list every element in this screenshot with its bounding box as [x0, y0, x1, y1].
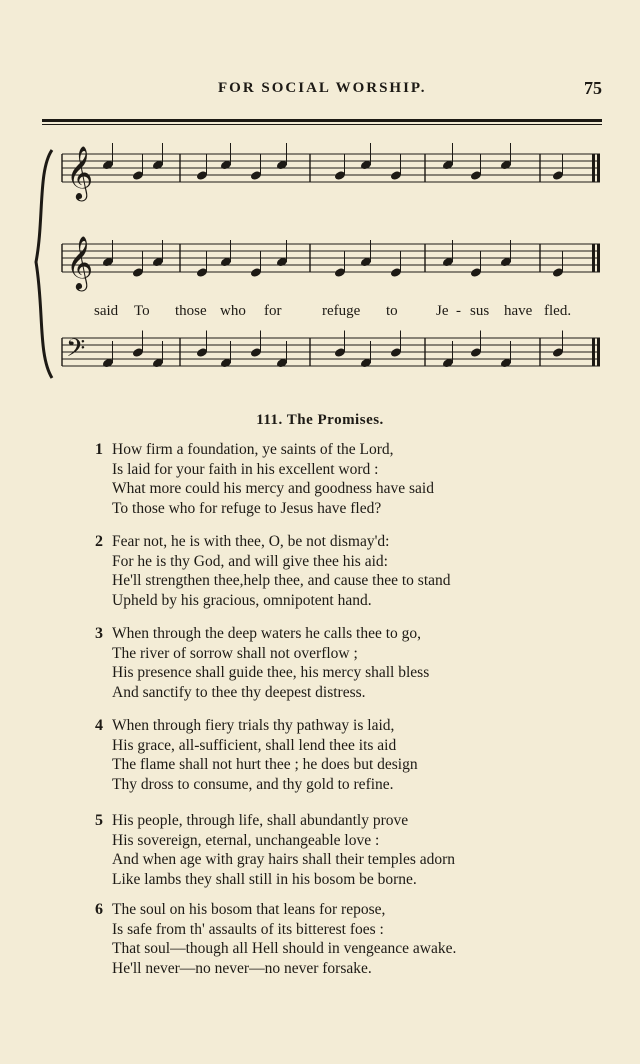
line-text: When through fiery trials thy pathway is laid,	[112, 717, 395, 734]
line-text: He'll never—no never—no never forsake.	[112, 959, 372, 977]
header-rule-thin	[42, 124, 602, 125]
line-text: The soul on his bosom that leans for repose,	[112, 901, 386, 918]
line-text: Thy dross to consume, and thy gold to refine.	[112, 775, 394, 793]
lyric-word: sus	[470, 303, 490, 319]
line-text: Upheld by his gracious, omnipotent hand.	[112, 591, 372, 609]
stanza-line	[95, 440, 615, 460]
stanza-line	[95, 479, 615, 499]
lyric-word: fled.	[544, 303, 572, 319]
stanza-number: 2	[95, 533, 103, 550]
music-score	[30, 140, 610, 392]
stanza-1	[95, 440, 615, 518]
music-score-svg	[30, 140, 610, 392]
lyric-word: said	[94, 303, 119, 319]
stanza-line	[95, 736, 615, 756]
system-brace	[36, 150, 52, 378]
final-bar	[592, 338, 595, 366]
stanza-number: 1	[95, 441, 103, 458]
running-head: FOR SOCIAL WORSHIP.	[218, 80, 427, 96]
stanza-line	[95, 920, 615, 940]
line-text: His people, through life, shall abundantly prove	[112, 812, 409, 829]
treble-clef-icon: 𝄞	[66, 235, 94, 289]
stanza-4	[95, 716, 615, 794]
line-text: Is safe from th' assaults of its bitterest foes :	[112, 920, 384, 938]
line-text: For he is thy God, and will give thee his aid:	[112, 552, 388, 570]
stanza-line	[95, 755, 615, 775]
line-text: The river of sorrow shall not overflow ;	[112, 644, 358, 662]
line-text: His sovereign, eternal, unchangeable love :	[112, 831, 380, 849]
lyric-word: who	[220, 303, 246, 319]
final-bar	[592, 244, 595, 272]
line-text: To those who for refuge to Jesus have fled?	[112, 499, 382, 517]
lyric-word: to	[386, 303, 398, 319]
stanza-line	[95, 870, 615, 890]
stanza-line	[95, 591, 615, 611]
stanza-line	[95, 831, 615, 851]
final-bar	[597, 244, 600, 272]
lyric-word: for	[264, 303, 282, 319]
line-text: Fear not, he is with thee, O, be not dismay'd:	[112, 533, 390, 550]
stanza-number: 5	[95, 812, 103, 829]
lyric-word: Je	[436, 303, 449, 319]
line-text: What more could his mercy and goodness have said	[112, 480, 434, 497]
line-text: The flame shall not hurt thee ; he does but design	[112, 756, 418, 773]
stanza-line	[95, 716, 615, 736]
page-header	[0, 78, 640, 102]
stanza-line	[95, 683, 615, 703]
final-bar	[597, 338, 600, 366]
lyric-line	[94, 303, 594, 323]
stanza-line	[95, 663, 615, 683]
stanza-2	[95, 532, 615, 610]
stanza-line	[95, 624, 615, 644]
stanza-line	[95, 571, 615, 591]
lyric-word: those	[175, 303, 207, 319]
line-text: When through the deep waters he calls thee to go,	[112, 625, 422, 642]
line-text: His presence shall guide thee, his mercy shall bless	[112, 664, 430, 681]
lyric-word: refuge	[322, 303, 361, 319]
stanza-line	[95, 850, 615, 870]
page-number: 75	[584, 78, 602, 98]
stanza-line	[95, 939, 615, 959]
line-text: How firm a foundation, ye saints of the Lord,	[112, 441, 394, 458]
stanza-number: 4	[95, 717, 103, 734]
stanza-line	[95, 900, 615, 920]
stanza-line	[95, 811, 615, 831]
line-text: He'll strengthen thee,help thee, and cause thee to stand	[112, 572, 451, 589]
stanza-line	[95, 644, 615, 664]
header-rule	[42, 119, 602, 122]
final-bar	[592, 154, 595, 182]
line-text: Is laid for your faith in his excellent word :	[112, 460, 379, 478]
stanza-number: 6	[95, 901, 103, 918]
lyric-word: To	[134, 303, 150, 319]
stanza-line	[95, 460, 615, 480]
line-text: And sanctify to thee thy deepest distress.	[112, 683, 366, 701]
bass-clef-icon: 𝄢	[66, 334, 86, 369]
lyric-word: have	[504, 303, 533, 319]
line-text: That soul—though all Hell should in vengeance awake.	[112, 940, 457, 957]
final-bar	[597, 154, 600, 182]
treble-clef-icon: 𝄞	[66, 145, 94, 199]
stanza-line	[95, 532, 615, 552]
stanza-line	[95, 775, 615, 795]
stanza-line	[95, 499, 615, 519]
line-text: His grace, all-sufficient, shall lend thee its aid	[112, 736, 397, 754]
line-text: Like lambs they shall still in his bosom be borne.	[112, 870, 417, 888]
lyric-word: -	[456, 303, 461, 319]
stanza-6	[95, 900, 615, 978]
line-text: And when age with gray hairs shall their temples adorn	[112, 851, 456, 868]
stanza-3	[95, 624, 615, 702]
hymn-title: 111. The Promises.	[256, 412, 384, 428]
stanza-5	[95, 811, 615, 889]
stanza-line	[95, 959, 615, 979]
stanza-number: 3	[95, 625, 103, 642]
stanza-line	[95, 552, 615, 572]
